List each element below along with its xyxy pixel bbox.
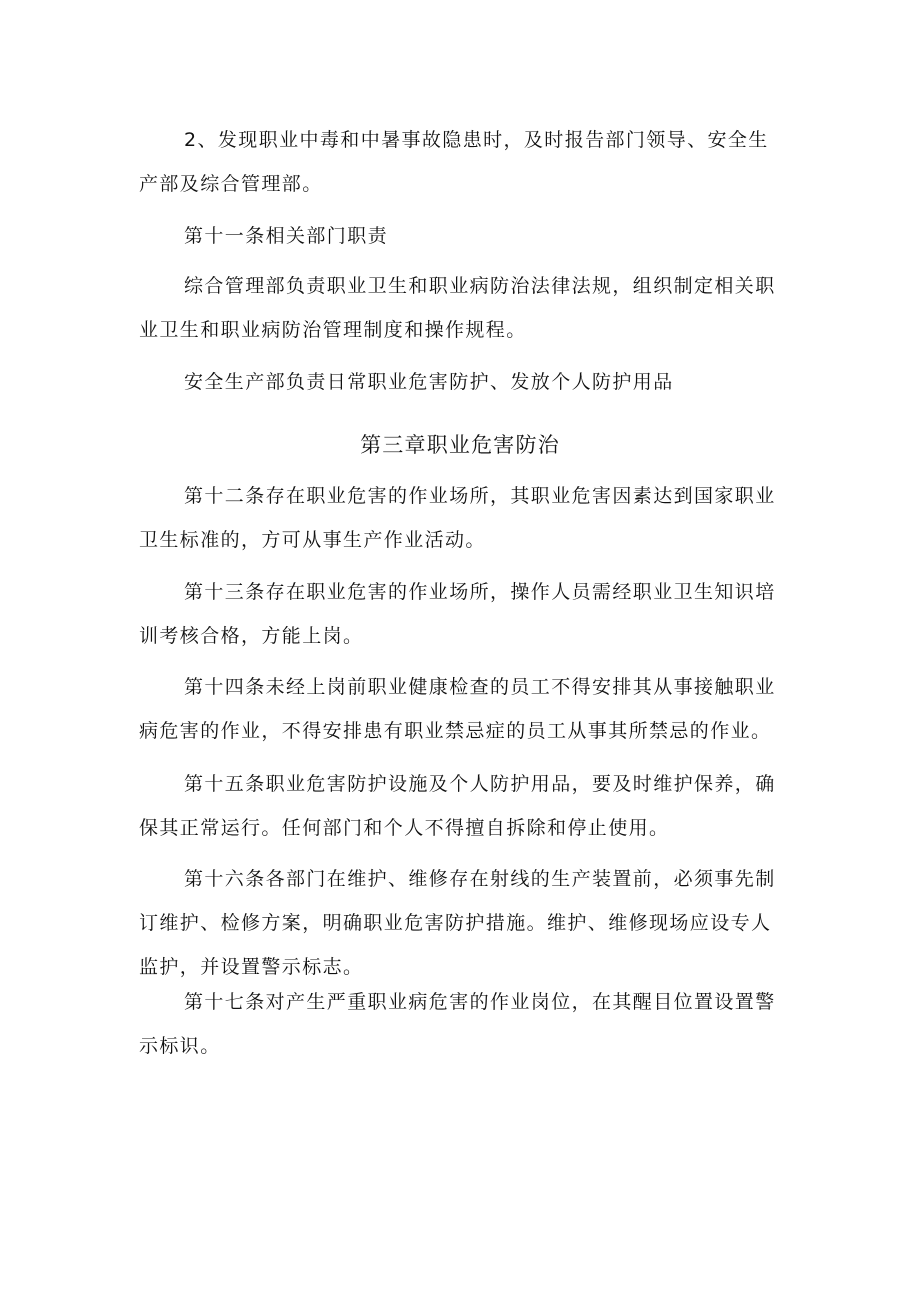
article-11-title: 第十一条相关部门职责	[184, 225, 389, 247]
article-13: 第十三条存在职业危害的作业场所，操作人员需经职业卫生知识培训考核合格，方能上岗。	[139, 581, 776, 647]
paragraph-general-management-duties: 综合管理部负责职业卫生和职业病防治法律法规，组织制定相关职业卫生和职业病防治管理制度和操作规程。	[139, 275, 776, 341]
paragraph-safety-department-duties: 安全生产部负责日常职业危害防护、发放个人防护用品	[184, 371, 674, 393]
article-16: 第十六条各部门在维护、维修存在射线的生产装置前，必须事先制订维护、检修方案，明确职业危害防护措施。维护、维修现场应设专人监护，并设置警示标志。	[139, 868, 776, 978]
article-12: 第十二条存在职业危害的作业场所，其职业危害因素达到国家职业卫生标准的，方可从事生产作业活动。	[139, 485, 776, 551]
article-14: 第十四条未经上岗前职业健康检查的员工不得安排其从事接触职业病危害的作业，不得安排患有职业禁忌症的员工从事其所禁忌的作业。	[139, 676, 776, 742]
paragraph-item-2-report: 2、发现职业中毒和中暑事故隐患时，及时报告部门领导、安全生产部及综合管理部。	[139, 129, 769, 195]
chapter-heading: 第三章职业危害防治	[360, 433, 560, 457]
article-15: 第十五条职业危害防护设施及个人防护用品，要及时维护保养，确保其正常运行。任何部门和个人不得擅自拆除和停止使用。	[139, 773, 776, 839]
article-17: 第十七条对产生严重职业病危害的作业岗位，在其醒目位置设置警示标识。	[139, 991, 776, 1057]
